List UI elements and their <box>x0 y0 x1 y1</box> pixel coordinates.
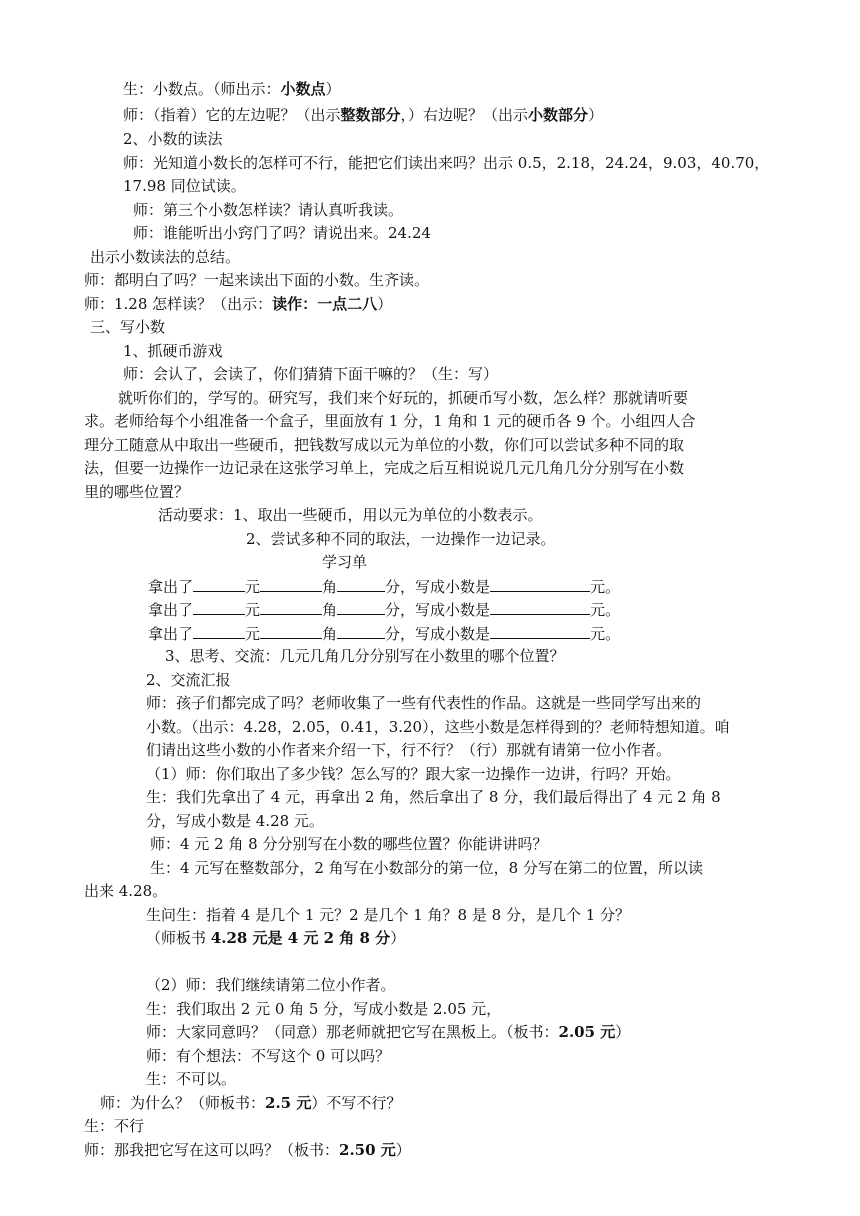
text-line: 分，写成小数是 4.28 元。 <box>146 812 324 830</box>
text-line: 就听你们的，学写的。研究写，我们来个好玩的，抓硬币写小数，怎么样？那就请听要 <box>118 389 689 407</box>
text-line: 们请出这些小数的小作者来介绍一下，行不行？（行）那就有请第一位小作者。 <box>146 741 672 759</box>
text-line: 师：（指着）它的左边呢？（出示整数部分，）右边呢？（出示小数部分） <box>123 106 604 124</box>
worksheet-title: 学习单 <box>322 553 368 571</box>
text-line: 生：不可以。 <box>146 1070 237 1088</box>
text-line: 师：4 元 2 角 8 分分别写在小数的哪些位置？你能讲讲吗？ <box>150 835 548 853</box>
text-line: 出来 4.28。 <box>84 882 168 900</box>
text-line: 师：都明白了吗？一起来读出下面的小数。生齐读。 <box>84 271 430 289</box>
text-line: 出示小数读法的总结。 <box>90 248 241 266</box>
text-line: 生：我们先拿出了 4 元，再拿出 2 角，然后拿出了 8 分，我们最后得出了 4 元 2 角 8 <box>146 788 721 806</box>
text-line: （师板书 4.28 元是 4 元 2 角 8 分） <box>146 929 406 947</box>
text-line: 师：为什么？（师板书：2.5 元）不写不行？ <box>100 1094 402 1112</box>
text-line: 生：小数点。（师出示：小数点） <box>123 80 341 98</box>
text-line: 生：不行 <box>84 1117 145 1135</box>
text-line: 生问生：指着 4 是几个 1 元？2 是几个 1 角？8 是 8 分，是几个 1 分？ <box>146 906 631 924</box>
text-line: 生：4 元写在整数部分，2 角写在小数部分的第一位，8 分写在第二的位置，所以读 <box>150 859 703 877</box>
worksheet-row: 拿出了 元 角 分，写成小数是 元。 <box>148 575 620 600</box>
text-line: 师：1.28 怎样读？（出示：读作：一点二八） <box>84 295 393 313</box>
text-line: （1）师：你们取出了多少钱？怎么写的？跟大家一边操作一边讲，行吗？开始。 <box>146 765 681 783</box>
text-line: 理分工随意从中取出一些硬币，把钱数写成以元为单位的小数，你们可以尝试多种不同的取 <box>84 436 685 454</box>
text-line: 3、思考、交流：几元几角几分分别写在小数里的哪个位置？ <box>165 647 565 665</box>
text-line: 师：光知道小数长的怎样可不行，能把它们读出来吗？出示 0.5，2.18，24.24，9.03，40.70， <box>123 154 770 172</box>
text-line: 师：第三个小数怎样读？请认真听我读。 <box>133 201 404 219</box>
text-line: 小数。（出示：4.28，2.05，0.41，3.20），这些小数是怎样得到的？老师特想知道。咱 <box>146 718 730 736</box>
worksheet-row: 拿出了 元 角 分，写成小数是 元。 <box>148 622 620 647</box>
section-heading: 三、写小数 <box>90 318 166 336</box>
section-heading: 2、交流汇报 <box>146 671 231 689</box>
text-line: 17.98 同位试读。 <box>123 177 246 195</box>
text-line: 里的哪些位置？ <box>84 483 190 501</box>
section-heading: 2、小数的读法 <box>123 130 223 148</box>
text-line: 法，但要一边操作一边记录在这张学习单上，完成之后互相说说几元几角几分分别写在小数 <box>84 459 685 477</box>
text-line: 活动要求：1、取出一些硬币，用以元为单位的小数表示。 <box>158 506 543 524</box>
text-line: 师：那我把它写在这可以吗？（板书：2.50 元） <box>84 1141 411 1159</box>
text-line: （2）师：我们继续请第二位小作者。 <box>146 976 396 994</box>
section-heading: 1、抓硬币游戏 <box>123 342 223 360</box>
text-line: 师：有个想法：不写这个 0 可以吗？ <box>146 1047 391 1065</box>
text-line: 生：我们取出 2 元 0 角 5 分，写成小数是 2.05 元， <box>146 1000 502 1018</box>
text-line: 师：大家同意吗？（同意）那老师就把它写在黑板上。（板书：2.05 元） <box>146 1023 631 1041</box>
text-line: 师：谁能听出小窍门了吗？请说出来。24.24 <box>133 224 431 242</box>
text-line: 求。老师给每个小组准备一个盒子，里面放有 1 分，1 角和 1 元的硬币各 9 个。小组四人合 <box>84 412 696 430</box>
text-line: 师：孩子们都完成了吗？老师收集了一些有代表性的作品。这就是一些同学写出来的 <box>146 694 702 712</box>
worksheet-row: 拿出了 元 角 分，写成小数是 元。 <box>148 598 620 623</box>
text-line: 2、尝试多种不同的取法，一边操作一边记录。 <box>246 530 556 548</box>
text-line: 师：会认了，会读了，你们猜猜下面干嘛的？（生：写） <box>123 365 499 383</box>
